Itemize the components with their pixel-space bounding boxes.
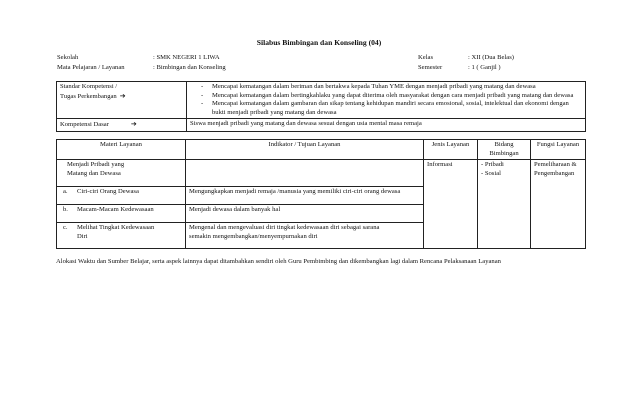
competency-table <box>56 81 586 132</box>
row-number: b. <box>63 206 68 214</box>
header-jenis: Jenis Layanan <box>424 140 478 160</box>
bidang-line1: - Pribadi <box>481 161 504 169</box>
bidang-cell <box>478 160 531 249</box>
kelas-label: Kelas <box>418 54 434 61</box>
standar-kompetensi-row <box>57 82 586 119</box>
fungsi-line1: Pemeliharaan & <box>534 161 577 169</box>
sk-items-cell <box>187 82 586 119</box>
indikator-cell: Menjadi dewasa dalam banyak hal <box>186 205 424 223</box>
materi-text-line2: Diri <box>77 232 88 240</box>
semester-label: Semester <box>418 64 443 71</box>
indikator-line2: semakin mengembangkan/menyempurnakan diri <box>189 232 318 240</box>
materi-cell <box>57 205 186 223</box>
sekolah-value: : SMK NEGERI 1 LIWA <box>153 54 220 61</box>
bidang-line2: - Sosial <box>481 169 501 177</box>
table-header-row <box>57 140 586 160</box>
row-number: c. <box>63 224 68 232</box>
table-row-main <box>57 160 586 187</box>
sk-item: - Mencapai kematangan dalam beriman dan bertakwa kepada Tuhan YME dengan menjadi pribadi yang matang dan dewasa <box>199 83 582 92</box>
sk-label-line2 <box>60 92 183 102</box>
kd-label: Kompetensi Dasar <box>60 121 109 129</box>
materi-cell <box>57 187 186 205</box>
indikator-cell: Mengungkapkan menjadi remaja /manusia yang memiliki ciri-ciri orang dewasa <box>186 187 424 205</box>
materi-text: Ciri-ciri Orang Dewasa <box>77 188 139 196</box>
document-title: Silabus Bimbingan dan Konseling (04) <box>256 38 382 47</box>
mapel-value: : Bimbingan dan Konseling <box>153 64 226 71</box>
sk-label-line1: Standar Kompetensi / <box>60 83 118 90</box>
materi-text-wrap <box>77 224 154 241</box>
footer-note: Alokasi Waktu dan Sumber Belajar, serta aspek lainnya dapat ditambahkan sendiri oleh Guru Pembimbing dan dikembangkan lagi dalam Rencana Pelaksanaan Layanan <box>56 258 501 265</box>
semester-value: : 1 ( Ganjil ) <box>468 64 501 71</box>
sk-label-cell <box>57 82 187 119</box>
jenis-cell: Informasi <box>424 160 478 249</box>
kompetensi-dasar-row <box>57 119 586 132</box>
sk-item: - Mencapai kematangan dalam bertingkahlaku yang dapat diterima oleh masyarakat dengan cara menjadi pribadi yang matang dan dewasa <box>199 92 582 101</box>
sekolah-label: Sekolah <box>57 54 79 61</box>
fungsi-cell <box>531 160 586 249</box>
kelas-value: : XII (Dua Belas) <box>468 54 514 61</box>
header-indikator: Indikator / Tujuan Layanan <box>186 140 424 160</box>
fungsi-line2: Pengembangan <box>534 169 575 177</box>
sk-item: - Mencapai kematangan dalam gambaran dan sikap tentang kehidupan mandiri secara emosional, sosial, intelektual dan ekonomi dengan bukti menjadi pribadi yang matang dan dewasa <box>199 100 582 117</box>
sk-label-text: Tugas Perkembangan <box>60 92 117 100</box>
header-bidang <box>478 140 531 160</box>
materi-main-line1: Menjadi Pribadi yang <box>67 161 125 169</box>
arrow-right-icon: ➔ <box>119 91 126 100</box>
materi-main-line2: Matang dan Dewasa <box>67 169 121 177</box>
materi-main-cell <box>57 160 186 187</box>
header-materi: Materi Layanan <box>57 140 186 160</box>
mapel-label: Mata Pelajaran / Layanan <box>57 64 125 71</box>
header-fungsi: Fungsi Layanan <box>531 140 586 160</box>
materi-text: Macam-Macam Kedewasaan <box>77 206 154 214</box>
materi-cell <box>57 223 186 249</box>
materi-text-line1: Melihat Tingkat Kedewasaan <box>77 224 155 232</box>
layanan-table <box>56 139 586 249</box>
kd-label-cell <box>57 119 187 132</box>
arrow-right-icon: ➔ <box>130 120 137 129</box>
sk-list <box>199 83 582 117</box>
row-number: a. <box>63 188 68 196</box>
indikator-line1: Mengenal dan mengevaluasi diri tingkat kedewasaan diri sebagai sarana <box>189 224 380 232</box>
kd-value: Siswa menjadi pribadi yang matang dan dewasa sesuai dengan usia mental masa remaja <box>187 119 586 132</box>
header-bidang-line1: Bidang <box>494 141 514 148</box>
indikator-main-cell <box>186 160 424 187</box>
header-bidang-line2: Bimbingan <box>489 149 519 157</box>
indikator-cell <box>186 223 424 249</box>
